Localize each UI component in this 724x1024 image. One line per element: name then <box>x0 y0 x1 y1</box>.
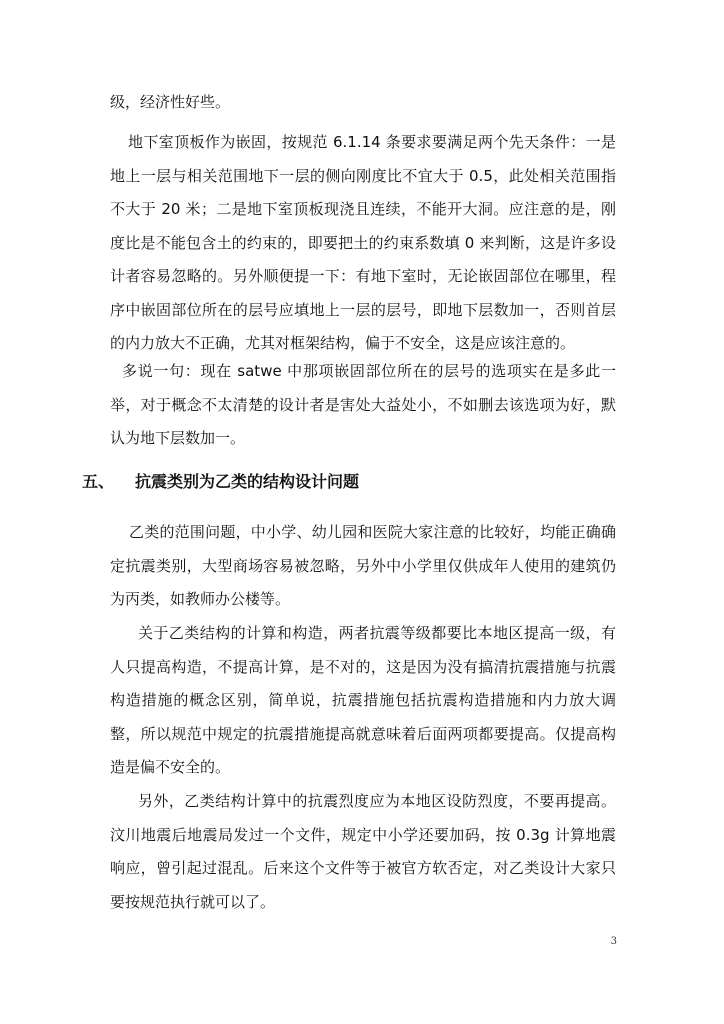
paragraph-satwe-note: 多说一句：现在 satwe 中那项嵌固部位所在的层号的选项实在是多此一举，对于概念不太清楚的设计者是害处大益处小，不如删去该选项为好，默认为地下层数加一。 <box>110 362 616 447</box>
paragraph-seismic-intensity: 另外，乙类结构计算中的抗震烈度应为本地区设防烈度，不要再提高。汶川地震后地震局发过一个文件，规定中小学还要加码，按 0.3g 计算地震响应，曾引起过混乱。后来这个文件等于被官方软否定，对乙类设计大家只要按规范执行就可以了。 <box>110 792 616 911</box>
section-number: 五、 <box>82 472 115 491</box>
paragraph-class-b-calculation: 关于乙类结构的计算和构造，两者抗震等级都要比本地区提高一级，有人只提高构造，不提高计算，是不对的，这是因为没有搞清抗震措施与抗震构造措施的概念区别，简单说，抗震措施包括抗震构造措施和内力放大调整，所以规范中规定的抗震措施提高就意味着后面两项都要提高。仅提高构造是偏不安全的。 <box>110 624 616 776</box>
page-number: 3 <box>610 936 617 947</box>
section-title: 抗震类别为乙类的结构设计问题 <box>135 472 360 491</box>
paragraph-basement-roof-fixity: 地下室顶板作为嵌固，按规范 6.1.14 条要求要满足两个先天条件：一是地上一层与相关范围地下一层的侧向刚度比不宜大于 0.5，此处相关范围指不大于 20 米；二是地下室顶板现浇且连续，不能开大洞。应注意的是，刚度比是不能包含土的约束的，即要把土的约束系数填 0 来判断，这是许多设计者容易忽略的。另外顺便提一下：有地下室时，无论嵌固部位在哪里，程序中嵌固部位所在的层号应填地上一层的层号，即地下层数加一，否则首层的内力放大不正确，尤其对框架结构，偏于不安全，这是应该注意的。 <box>110 133 616 352</box>
paragraph-class-b-scope: 乙类的范围问题，中小学、幼儿园和医院大家注意的比较好，均能正确确定抗震类别，大型商场容易被忽略，另外中小学里仅供成年人使用的建筑仍为丙类，如教师办公楼等。 <box>110 523 616 608</box>
paragraph-continuation: 级，经济性好些。 <box>110 93 231 111</box>
section-heading <box>82 468 359 496</box>
